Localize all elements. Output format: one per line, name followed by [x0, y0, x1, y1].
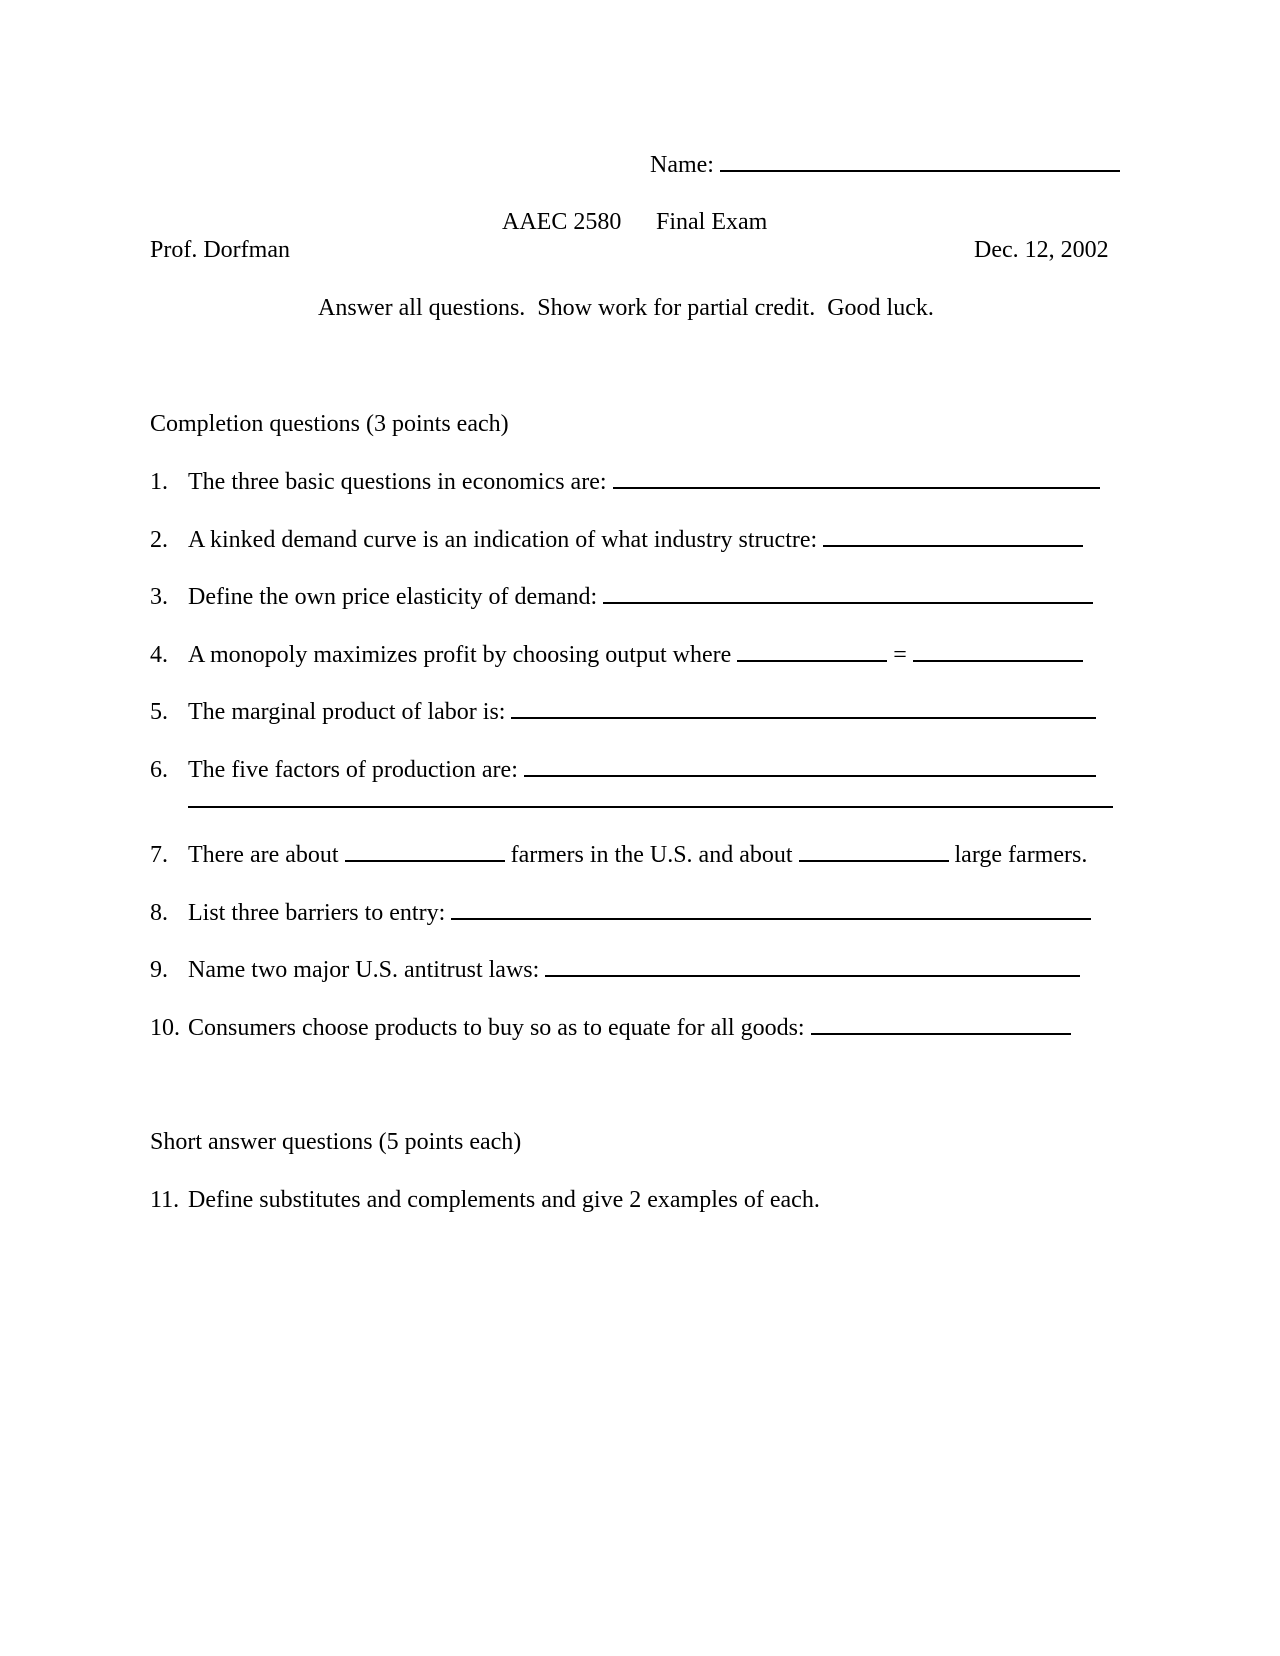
- question-number: 7.: [150, 842, 168, 868]
- name-label: Name:: [650, 152, 714, 178]
- section-heading-completion: Completion questions (3 points each): [150, 411, 509, 437]
- answer-blank[interactable]: [511, 699, 1096, 719]
- question-text: The marginal product of labor is:: [188, 699, 506, 725]
- question-text: The three basic questions in economics are:: [188, 469, 607, 495]
- question-1: [150, 469, 1100, 494]
- answer-blank[interactable]: [823, 527, 1083, 547]
- question-number: 5.: [150, 699, 168, 725]
- question-number: 6.: [150, 757, 168, 783]
- course-code: AAEC 2580: [502, 209, 622, 235]
- question-text: A kinked demand curve is an indication of what industry structre:: [188, 527, 818, 553]
- question-5: [150, 699, 1096, 724]
- question-4: [150, 642, 1083, 667]
- answer-blank-left[interactable]: [737, 642, 887, 662]
- answer-blank[interactable]: [603, 584, 1093, 604]
- question-number: 3.: [150, 584, 168, 610]
- question-text: Name two major U.S. antitrust laws:: [188, 957, 540, 983]
- question-2: [150, 527, 1083, 552]
- question-text: A monopoly maximizes profit by choosing output where: [188, 642, 732, 668]
- question-number: 9.: [150, 957, 168, 983]
- question-3: [150, 584, 1093, 609]
- question-text: Define the own price elasticity of demand:: [188, 584, 598, 610]
- instructions: Answer all questions. Show work for partial credit. Good luck.: [318, 295, 934, 321]
- answer-blank-large-farmers[interactable]: [799, 842, 949, 862]
- question-text-b: farmers in the U.S. and about: [510, 842, 793, 868]
- professor-name: Prof. Dorfman: [150, 237, 290, 263]
- question-8: [150, 900, 1091, 925]
- equals-sign: =: [893, 642, 907, 668]
- question-11: [150, 1188, 820, 1212]
- question-6: [150, 757, 1096, 782]
- answer-blank-right[interactable]: [913, 642, 1083, 662]
- question-7: [150, 842, 1087, 867]
- question-text: The five factors of production are:: [188, 757, 518, 783]
- answer-blank[interactable]: [451, 900, 1091, 920]
- question-9: [150, 957, 1080, 982]
- answer-blank-farmers[interactable]: [345, 842, 505, 862]
- question-text-a: There are about: [188, 842, 339, 868]
- exam-title: Final Exam: [656, 209, 768, 235]
- question-text: Consumers choose products to buy so as to equate for all goods:: [188, 1015, 805, 1041]
- answer-line-continued[interactable]: [188, 806, 1113, 808]
- question-number: 8.: [150, 900, 168, 926]
- question-number: 10.: [150, 1015, 180, 1041]
- answer-blank[interactable]: [524, 757, 1096, 777]
- answer-blank[interactable]: [811, 1015, 1071, 1035]
- question-text: Define substitutes and complements and give 2 examples of each.: [188, 1187, 820, 1213]
- answer-blank[interactable]: [545, 957, 1080, 977]
- question-number: 1.: [150, 469, 168, 495]
- question-number: 2.: [150, 527, 168, 553]
- name-blank[interactable]: [720, 152, 1120, 172]
- question-number: 11.: [150, 1187, 180, 1213]
- answer-blank[interactable]: [613, 469, 1100, 489]
- name-field: [650, 152, 1120, 177]
- question-text-c: large farmers.: [954, 842, 1088, 868]
- section-heading-short-answer: Short answer questions (5 points each): [150, 1129, 522, 1155]
- question-number: 4.: [150, 642, 168, 668]
- question-10: [150, 1015, 1071, 1040]
- exam-date: Dec. 12, 2002: [974, 237, 1109, 263]
- question-text: List three barriers to entry:: [188, 900, 446, 926]
